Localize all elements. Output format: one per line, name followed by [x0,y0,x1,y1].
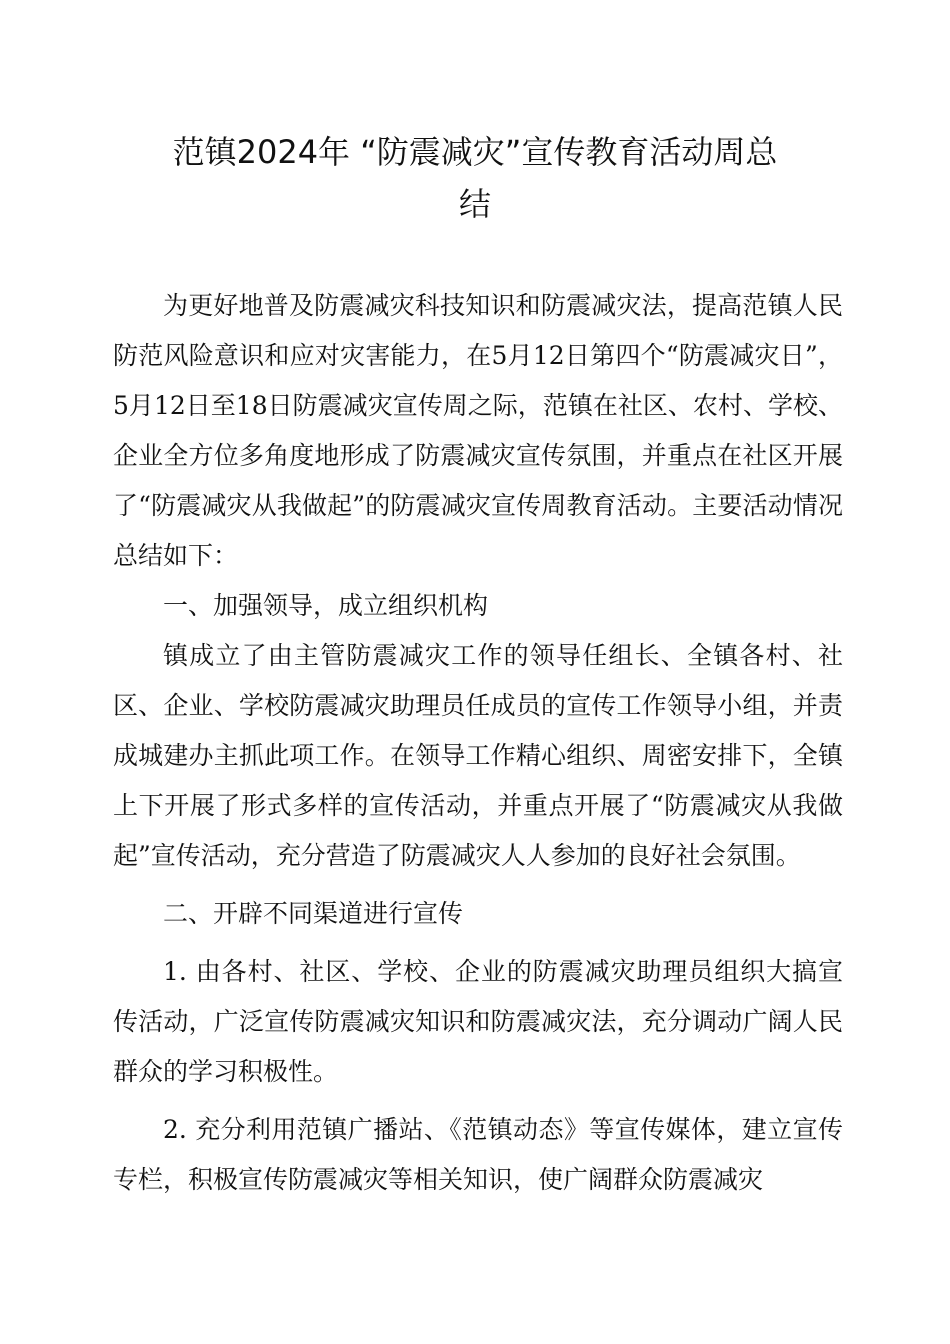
paragraph-intro: 为更好地普及防震减灾科技知识和防震减灾法，提高范镇人民防范风险意识和应对灾害能力，在5月12日第四个“防震减灾日”， 5月12日至18日防震减灾宣传周之际，范镇在社区、农村、学校、企业全方位多角度地形成了防震减灾宣传氛围，并重点在社区开展了“防震减灾从我做起”的防震减灾宣传周教育活动。主要活动情况总结如下： [113,291,843,570]
document-title [100,126,850,230]
section-heading-1: 一、加强领导，成立组织机构 [163,591,489,620]
title-line-1: 范镇2024年 “防震减灾”宣传教育活动周总 [172,133,778,171]
paragraph-item-2: 2. 充分利用范镇广播站、《范镇动态》等宣传媒体，建立宣传专栏，积极宣传防震减灾等相关知识，使广阔群众防震减灾 [113,1115,843,1194]
paragraph-leadership: 镇成立了由主管防震减灾工作的领导任组长、全镇各村、社区、企业、学校防震减灾助理员任成员的宣传工作领导小组，并责成城建办主抓此项工作。在领导工作精心组织、周密安排下，全镇上下开展了形式多样的宣传活动，并重点开展了“防震减灾从我做起”宣传活动，充分营造了防震减灾人人参加的良好社会氛围。 [113,641,843,870]
title-line-2: 结 [458,185,491,223]
document-body [113,281,843,1205]
section-heading-2: 二、开辟不同渠道进行宣传 [163,899,464,928]
paragraph-item-1: 1. 由各村、社区、学校、企业的防震减灾助理员组织大搞宣传活动，广泛宣传防震减灾知识和防震减灾法，充分调动广阔人民群众的学习积极性。 [113,957,843,1086]
